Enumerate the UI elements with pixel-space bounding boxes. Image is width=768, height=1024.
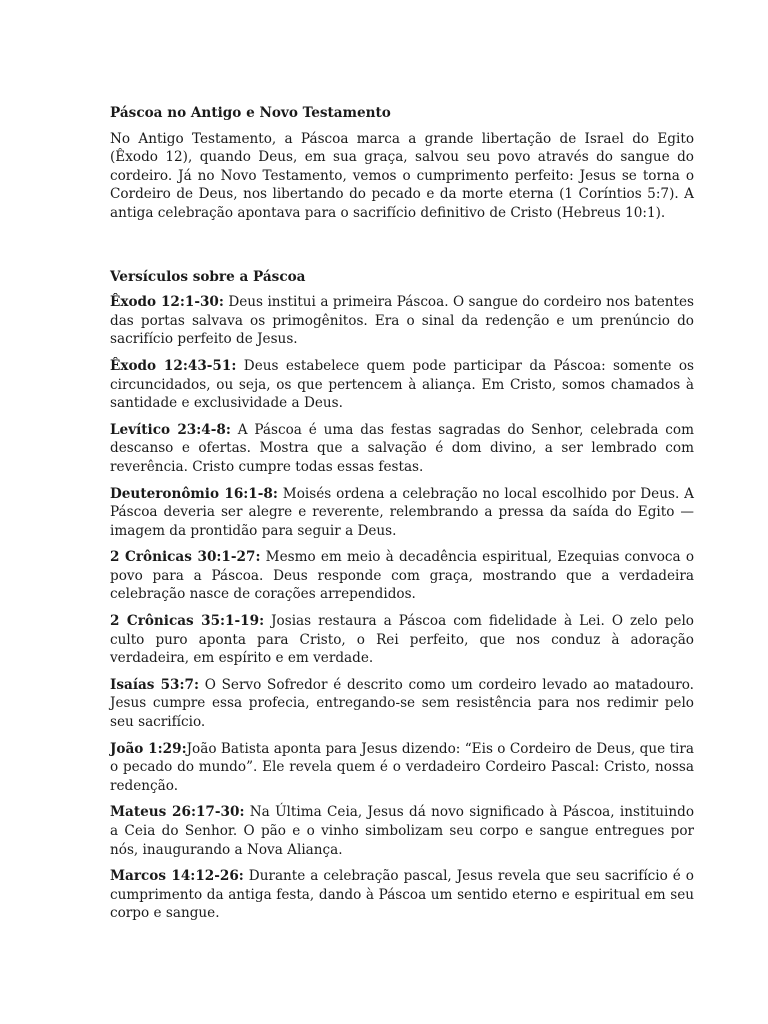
- verse-paragraph: [110, 548, 694, 604]
- verse-text: O Servo Sofredor é descrito como um cordeiro levado ao matadouro. Jesus cumpre essa profecia, entregando-se sem resistência para nos redimir pelo seu sacrifício.: [110, 676, 694, 731]
- verse-text: Deus institui a primeira Páscoa. O sangue do cordeiro nos batentes das portas salvava os primogênitos. Era o sinal da redenção e um prenúncio do sacrifício perfeito de Jesus.: [110, 294, 694, 348]
- verse-paragraph: [110, 676, 694, 732]
- verse-text: Moisés ordena a celebração no local escolhido por Deus. A Páscoa deveria ser alegre e reverente, relembrando a pressa da saída do Egito — imagem da prontidão para seguir a Deus.: [110, 485, 694, 539]
- verse-text: Durante a celebração pascal, Jesus revela que seu sacrifício é o cumprimento da antiga festa, dando à Páscoa um sentido eterno e espiritual em seu corpo e sangue.: [110, 868, 694, 922]
- verse-paragraph: [110, 867, 694, 923]
- verse-paragraph: [110, 357, 694, 413]
- verse-reference: Isaías 53:7:: [110, 676, 199, 693]
- verse-reference: Marcos 14:12-26:: [110, 868, 244, 885]
- section-spacer: [110, 231, 694, 264]
- verse-text: Mesmo em meio à decadência espiritual, Ezequias convoca o povo para a Páscoa. Deus responde com graça, mostrando que a verdadeira celebração nasce de corações arrependidos.: [110, 549, 695, 603]
- document-page: [110, 100, 694, 931]
- verse-paragraph: [110, 293, 694, 349]
- verse-paragraph: [110, 421, 694, 477]
- verse-paragraph: [110, 612, 694, 668]
- verse-text: A Páscoa é uma das festas sagradas do Senhor, celebrada com descanso e ofertas. Mostra que a salvação é dom divino, a ser lembrado com reverência. Cristo cumpre todas essas festas.: [110, 421, 694, 475]
- intro-heading: Páscoa no Antigo e Novo Testamento: [110, 105, 391, 121]
- verse-reference: Êxodo 12:43-51:: [110, 357, 237, 374]
- verse-paragraph: [110, 485, 694, 541]
- verse-text: João Batista aponta para Jesus dizendo: “Eis o Cordeiro de Deus, que tira o pecado do mundo”. Ele revela quem é o verdadeiro Cordeiro Pascal: Cristo, nossa redenção.: [110, 740, 694, 794]
- verse-reference: João 1:29:: [110, 740, 187, 757]
- verses-heading: Versículos sobre a Páscoa: [110, 268, 306, 285]
- verse-reference: 2 Crônicas 30:1-27:: [110, 549, 261, 566]
- verse-paragraph: [110, 803, 694, 859]
- verse-reference: Levítico 23:4-8:: [110, 421, 231, 438]
- verse-text: Na Última Ceia, Jesus dá novo significado à Páscoa, instituindo a Ceia do Senhor. O pão e o vinho simbolizam seu corpo e sangue entregues por nós, inaugurando a Nova Aliança.: [110, 804, 694, 858]
- verse-reference: 2 Crônicas 35:1-19:: [110, 613, 265, 630]
- verse-paragraph: [110, 740, 694, 796]
- verse-reference: Deuteronômio 16:1-8:: [110, 485, 278, 502]
- intro-paragraph: No Antigo Testamento, a Páscoa marca a grande libertação de Israel do Egito (Êxodo 12), quando Deus, em sua graça, salvou seu povo através do sangue do cordeiro. Já no Novo Testamento, vemos o cumprimento perfeito: Jesus se torna o Cordeiro de Deus, nos libertando do pecado e da morte eterna (1 Coríntios 5:7). A antiga celebração apontava para o sacrifício definitivo de Cristo (Hebreus 10:1).: [110, 130, 694, 221]
- verse-text: Deus estabelece quem pode participar da Páscoa: somente os circuncidados, ou seja, os que pertencem à aliança. Em Cristo, somos chamados à santidade e exclusividade a Deus.: [110, 357, 694, 412]
- verse-text: Josias restaura a Páscoa com fidelidade à Lei. O zelo pelo culto puro aponta para Cristo, o Rei perfeito, que nos conduz à adoração verdadeira, em espírito e em verdade.: [110, 613, 694, 667]
- verse-reference: Mateus 26:17-30:: [110, 804, 245, 821]
- verse-reference: Êxodo 12:1-30:: [110, 294, 224, 311]
